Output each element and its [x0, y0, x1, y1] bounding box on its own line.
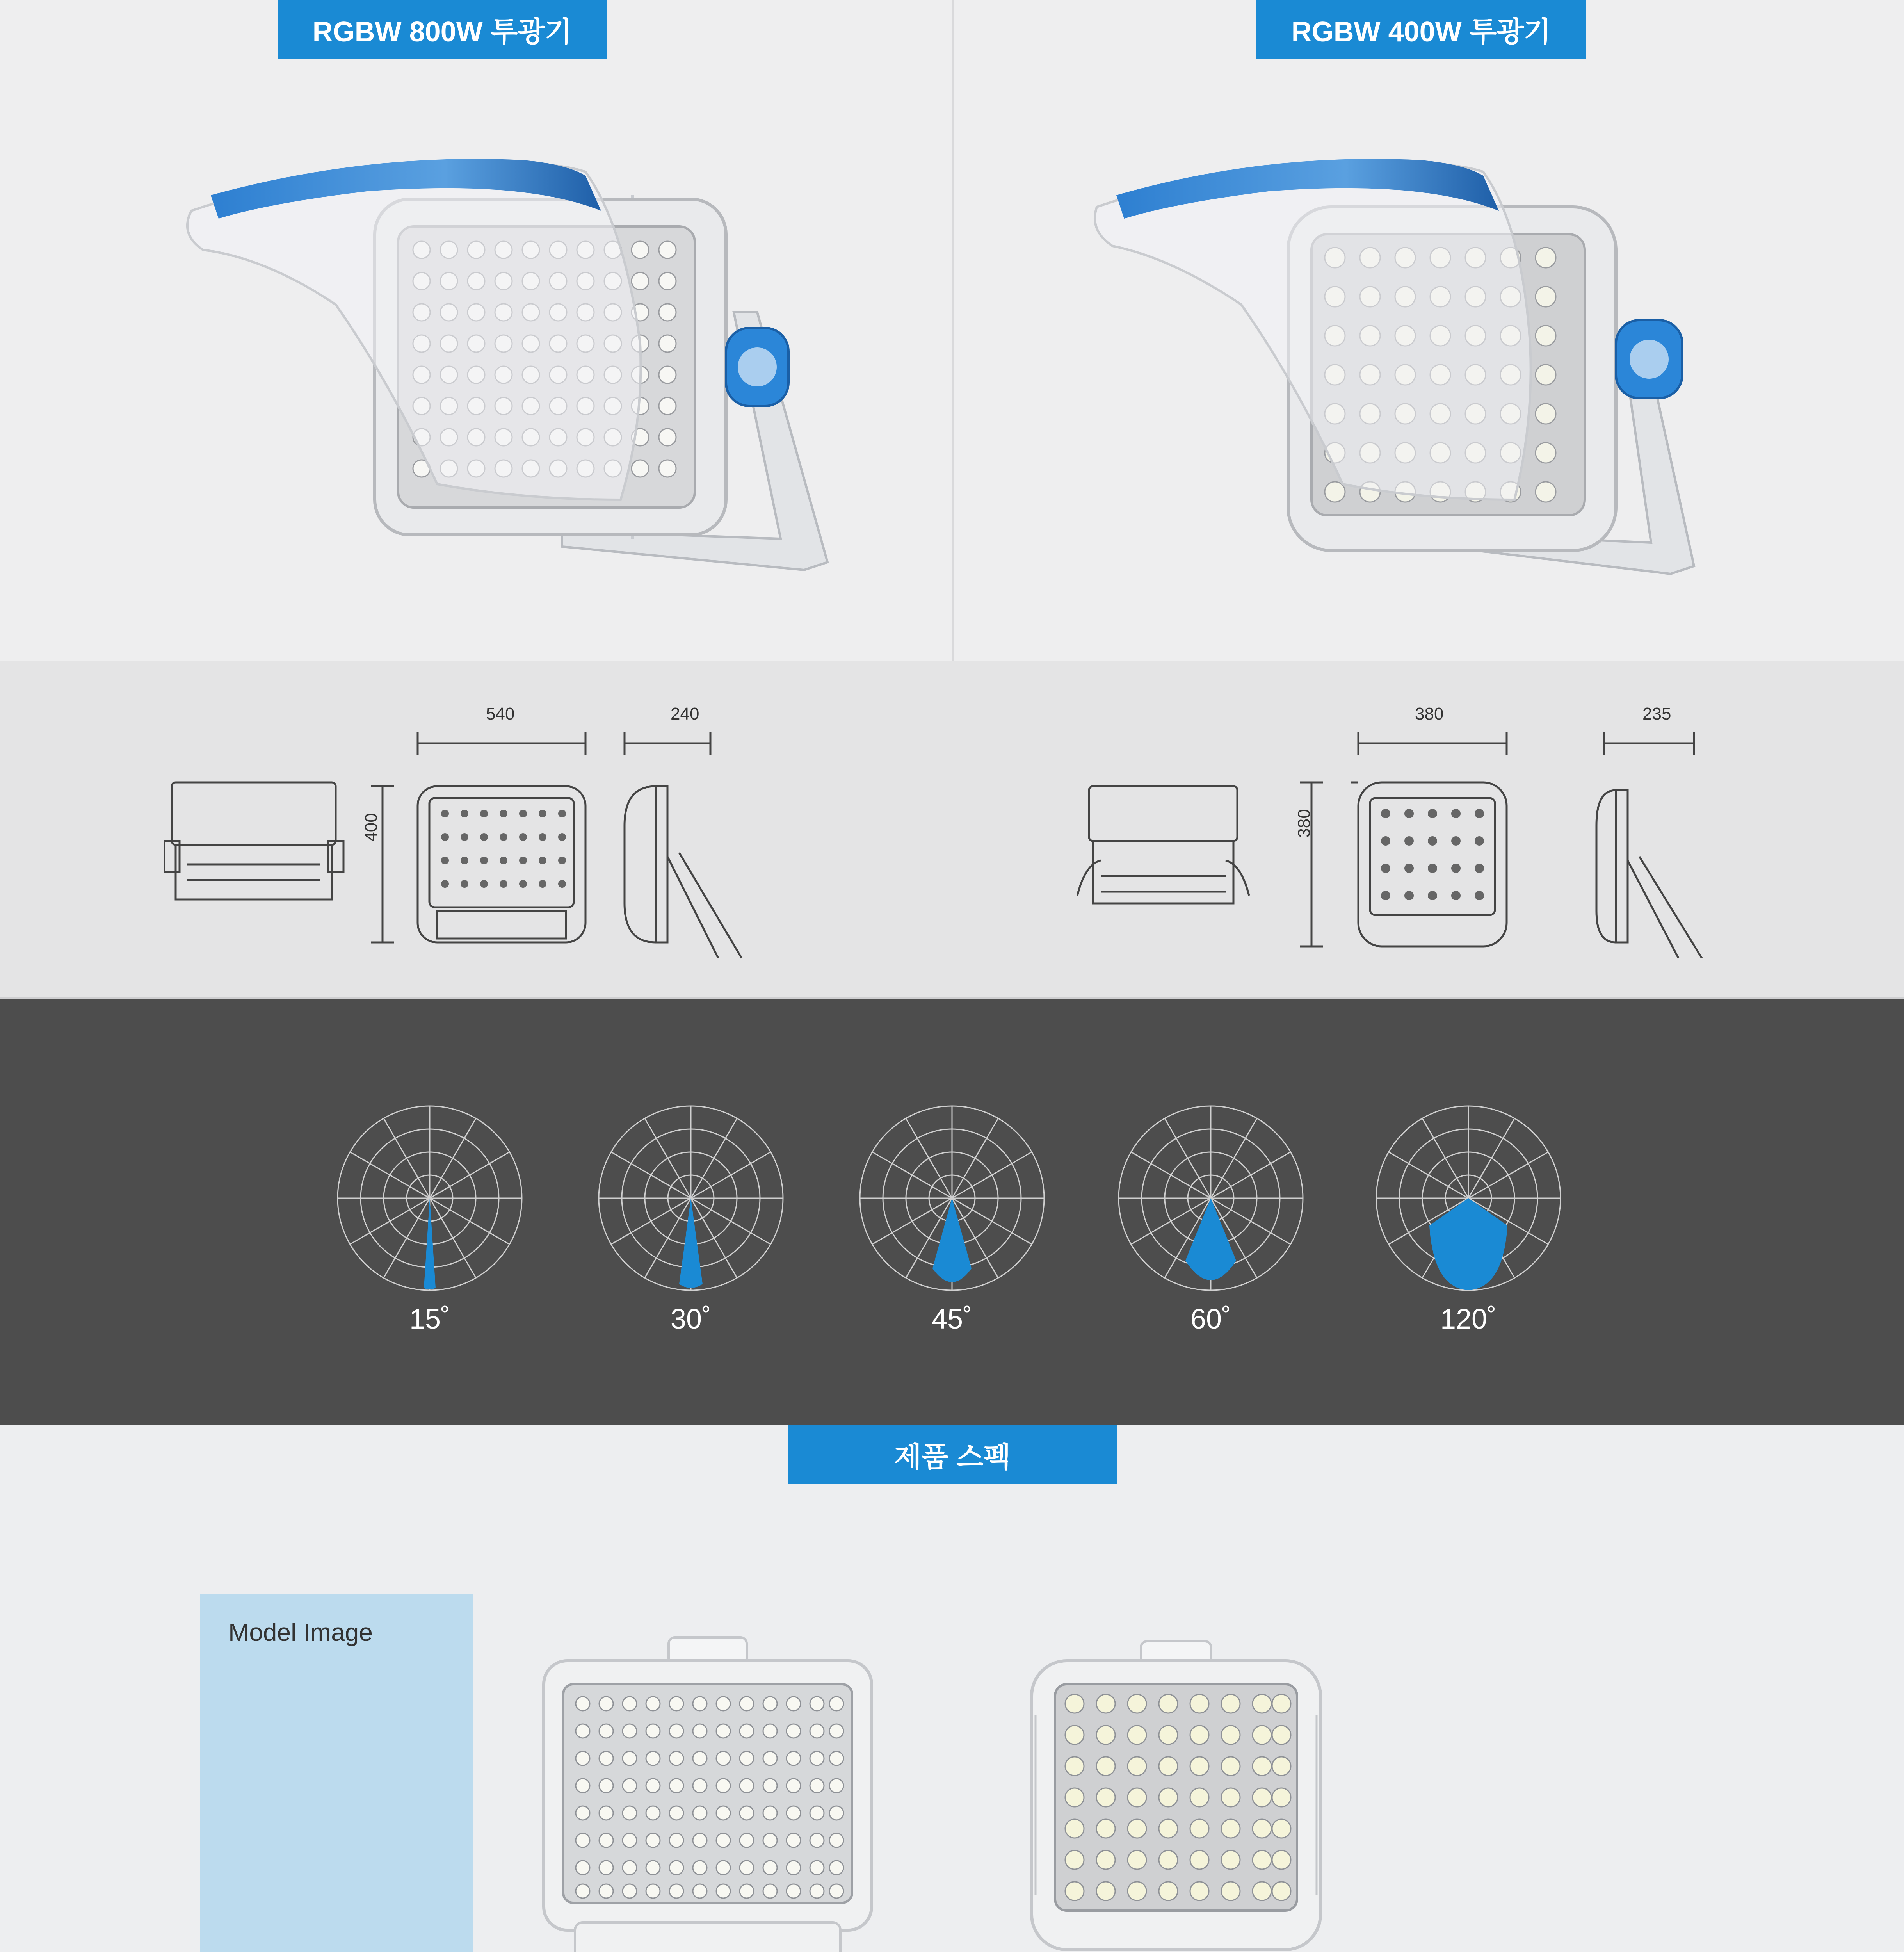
beam-label-15: 15˚ [409, 1304, 450, 1335]
polar-diagram-30 [597, 1104, 785, 1292]
dim-width-400w: 380 [1415, 704, 1444, 723]
beam-angle-section [0, 999, 1904, 1425]
model-image-400w [1024, 1637, 1328, 1952]
polar-diagram-120 [1375, 1104, 1562, 1292]
dim-depth-800w: 240 [671, 704, 699, 723]
drawing-400w [1077, 693, 1764, 966]
beam-label-120: 120˚ [1440, 1304, 1497, 1335]
dim-height-800w: 400 [361, 813, 381, 842]
product-tag-400w: RGBW 400W 투광기 [1256, 0, 1586, 59]
beam-label-30: 30˚ [670, 1304, 712, 1335]
technical-drawing-section [0, 661, 1904, 999]
model-image-800w [536, 1633, 879, 1952]
model-image-label: Model Image [228, 1618, 373, 1646]
floodlight-400w-image [1085, 148, 1725, 597]
beam-120 [1375, 1104, 1562, 1335]
drawing-800w [164, 693, 804, 966]
spec-label-column [200, 1594, 473, 1952]
beam-label-45: 45˚ [931, 1304, 973, 1335]
dim-depth-400w: 235 [1642, 704, 1671, 723]
beam-15 [336, 1104, 523, 1335]
polar-diagram-45 [858, 1104, 1046, 1292]
spec-title: 제품 스펙 [788, 1425, 1117, 1484]
beam-45 [858, 1104, 1046, 1335]
polar-diagram-15 [336, 1104, 523, 1292]
product-tag-800w: RGBW 800W 투광기 [278, 0, 607, 59]
polar-diagram-60 [1117, 1104, 1304, 1292]
beam-30 [597, 1104, 785, 1335]
floodlight-800w-image [172, 148, 859, 617]
beam-60 [1117, 1104, 1304, 1335]
dim-width-800w: 540 [486, 704, 515, 723]
beam-label-60: 60˚ [1190, 1304, 1231, 1335]
dim-height-400w: 380 [1294, 809, 1314, 838]
product-photo-section [0, 0, 1904, 661]
